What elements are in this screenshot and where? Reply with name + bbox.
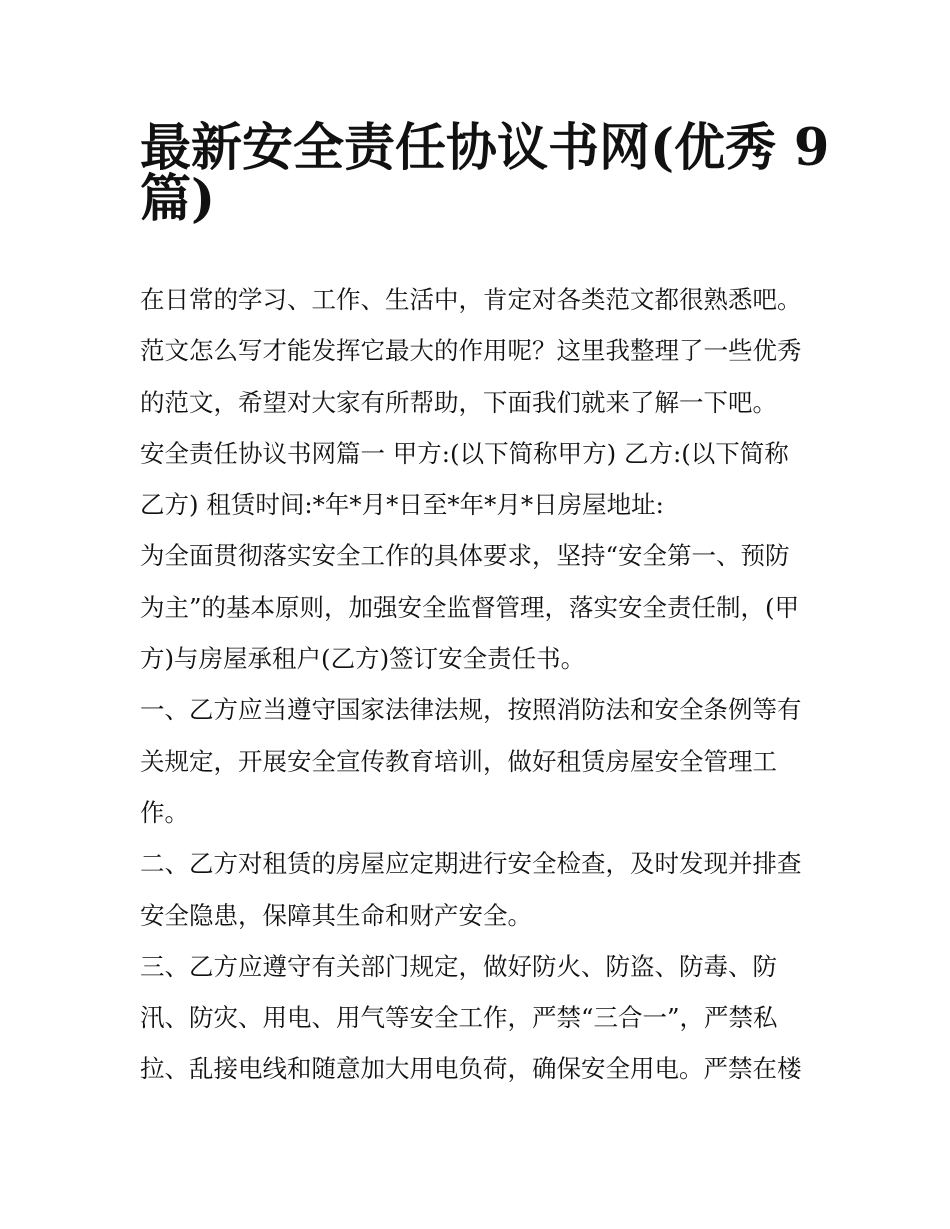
body-line: 范文怎么写才能发挥它最大的作用呢？这里我整理了一些优秀 xyxy=(140,336,802,366)
body-line: 安全隐患，保障其生命和财产安全。 xyxy=(140,900,532,930)
title-line: 篇) xyxy=(140,169,216,230)
body-line: 拉、乱接电线和随意加大用电负荷，确保安全用电。严禁在楼 xyxy=(140,1054,802,1084)
body-line: 作。 xyxy=(140,797,189,827)
body-line: 三、乙方应遵守有关部门规定，做好防火、防盗、防毒、防 xyxy=(140,951,777,981)
body-line: 方)与房屋承租户(乙方)签订安全责任书。 xyxy=(140,644,586,674)
body-line: 安全责任协议书网篇一 甲方:(以下简称甲方) 乙方:(以下简称 xyxy=(140,438,789,468)
body-line: 一、乙方应当遵守国家法律法规，按照消防法和安全条例等有 xyxy=(140,695,802,725)
body-line: 在日常的学习、工作、生活中，肯定对各类范文都很熟悉吧。 xyxy=(140,285,802,314)
body-line: 为主”的基本原则，加强安全监督管理，落实安全责任制，(甲 xyxy=(140,592,800,622)
body-line: 关规定，开展安全宣传教育培训，做好租赁房屋安全管理工 xyxy=(140,746,777,776)
body-line: 为全面贯彻落实安全工作的具体要求，坚持“安全第一、预防 xyxy=(140,541,790,571)
body-line: 的范文，希望对大家有所帮助，下面我们就来了解一下吧。 xyxy=(140,387,777,417)
body-line: 二、乙方对租赁的房屋应定期进行安全检查，及时发现并排查 xyxy=(140,849,802,879)
body-line: 乙方) 租赁时间:*年*月*日至*年*月*日房屋地址: xyxy=(140,490,664,520)
document-body xyxy=(140,274,820,1095)
body-line: 汛、防灾、用电、用气等安全工作，严禁“三合一”，严禁私 xyxy=(140,1003,778,1033)
document-title xyxy=(140,110,830,230)
title-line: 最新安全责任协议书网(优秀 9 xyxy=(140,118,830,178)
